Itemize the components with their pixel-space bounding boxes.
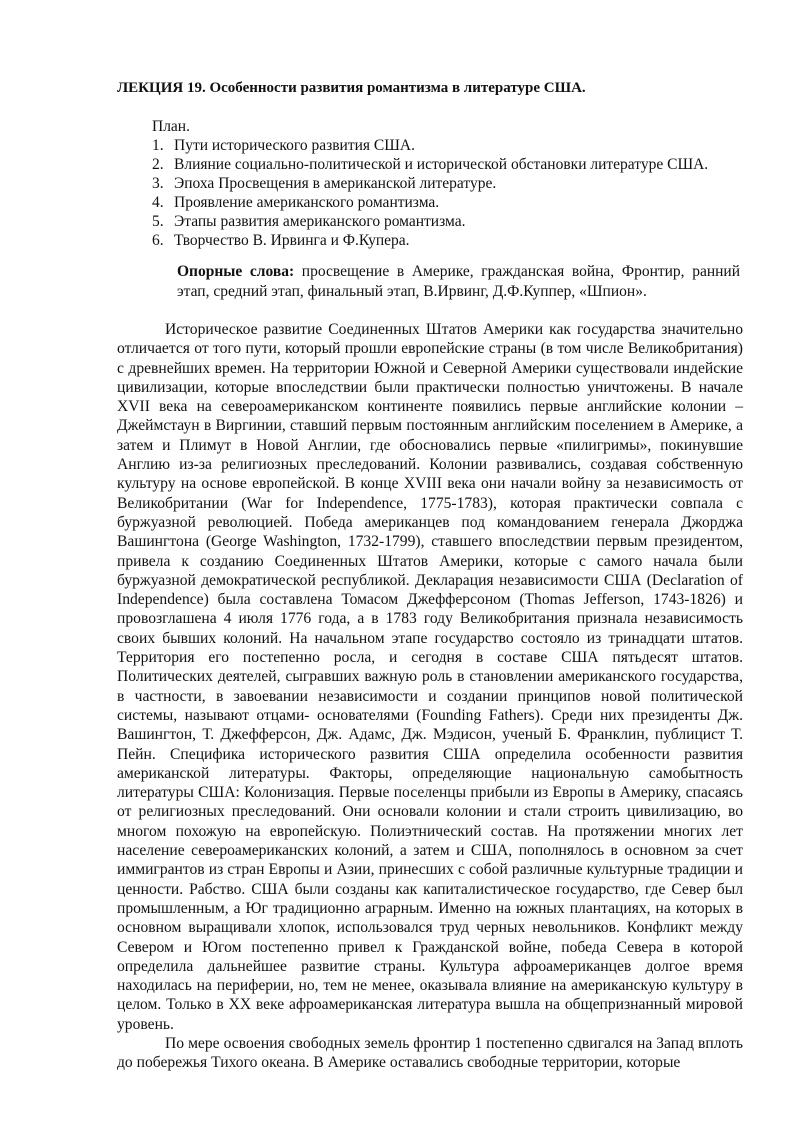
plan-item-text: Творчество В. Ирвинга и Ф.Купера. [174, 232, 410, 249]
plan-list [152, 136, 752, 250]
keywords-block [177, 262, 740, 302]
plan-item-number: 1. [152, 137, 164, 154]
plan-item [152, 231, 752, 250]
plan-item-text: Влияние социально-политической и исторической обстановки литературе США. [174, 156, 709, 173]
plan-item-text: Этапы развития американского романтизма. [174, 213, 466, 230]
plan-item [152, 136, 752, 155]
plan-section [152, 117, 752, 250]
plan-item [152, 193, 752, 212]
plan-item [152, 155, 752, 174]
plan-heading: План. [152, 118, 190, 135]
plan-item-number: 2. [152, 156, 164, 173]
body-paragraph: По мере освоения свободных земель фронтир 1 постепенно сдвигался на Запад вплоть до побережья Тихого океана. В Америке оставались свободные территории, которые [117, 1034, 743, 1072]
keywords-text: просвещение в Америке, гражданская война, Фронтир, ранний этап, средний этап, финальный этап, В.Ирвинг, Д.Ф.Куппер, «Шпион». [177, 263, 741, 300]
body-paragraph: Историческое развитие Соединенных Штатов Америки как государства значительно отличается от того пути, который прошли европейские страны (в том числе Великобритания) с древнейших времен. На территории Южной и Северной Америки существовали индейские цивилизации, которые впоследствии были практически полностью уничтожены. В начале XVII века на североамериканском континенте появились первые английские колонии – Джеймстаун в Виргинии, ставший первым постоянным английским поселением в Америке, а затем и Плимут в Новой Англии, где обосновались первые «пилигримы», покинувшие Англию из-за религиозных преследований. Колонии развивались, создавая собственную культуру на основе европейской. В конце XVIII века они начали войну за независимость от Великобритании (War for Independence, 1775-1783), которая практически совпала с буржуазной революцией. Победа американцев под командованием генерала Джорджа Вашингтона (George Washington, 1732-1799), ставшего впоследствии первым президентом, привела к созданию Соединенных Штатов Америки, которые с самого начала были буржуазной демократической республикой. Декларация независимости США (Declaration of Independence) была составлена Томасом Джефферсоном (Thomas Jefferson, 1743-1826) и провозглашена 4 июля 1776 года, а в 1783 году Великобритания признала независимость своих бывших колоний. На начальном этапе государство состояло из тринадцати штатов. Территория его постепенно росла, и сегодня в составе США пятьдесят штатов. Политических деятелей, сыгравших важную роль в становлении американского государства, в частности, в завоевании независимости и создании принципов новой политической системы, называют отцами- основателями (Founding Fathers). Среди них президенты Дж. Вашингтон, Т. Джефферсон, Дж. Адамс, Дж. Мэдисон, ученый Б. Франклин, публицист Т. Пейн. Специфика исторического развития США определила особенности развития американской литературы. Факторы, определяющие национальную самобытность литературы США: Колонизация. Первые поселенцы прибыли из Европы в Америку, спасаясь от религиозных преследований. Они основали колонии и стали строить цивилизацию, во многом похожую на европейскую. Полиэтнический состав. На протяжении многих лет население североамериканских колоний, а затем и США, пополнялось в основном за счет иммигрантов из стран Европы и Азии, принесших с собой различные культурные традиции и ценности. Рабство. США были созданы как капиталистическое государство, где Север был промышленным, а Юг традиционно аграрным. Именно на южных плантациях, на которых в основном выращивали хлопок, использовался труд черных невольников. Конфликт между Севером и Югом постепенно привел к Гражданской войне, победа Севера в которой определила дальнейшее развитие страны. Культура афроамериканцев долгое время находилась на периферии, но, тем не менее, оказывала влияние на американскую культуру в целом. Только в XX веке афроамериканская литература вышла на общепризнанный мировой уровень. [117, 321, 743, 1033]
plan-item-number: 3. [152, 175, 164, 192]
plan-item-number: 4. [152, 194, 164, 211]
plan-item-text: Пути исторического развития США. [174, 137, 415, 154]
plan-item-number: 5. [152, 213, 164, 230]
plan-item-text: Эпоха Просвещения в американской литературе. [174, 175, 497, 192]
body-text [117, 320, 743, 1073]
lecture-title: ЛЕКЦИЯ 19. Особенности развития романтизма в литературе США. [117, 80, 586, 96]
plan-item-text: Проявление американского романтизма. [174, 194, 440, 211]
keywords-label: Опорные слова: [177, 263, 295, 280]
plan-item [152, 212, 752, 231]
plan-item-number: 6. [152, 232, 164, 249]
plan-item [152, 174, 752, 193]
